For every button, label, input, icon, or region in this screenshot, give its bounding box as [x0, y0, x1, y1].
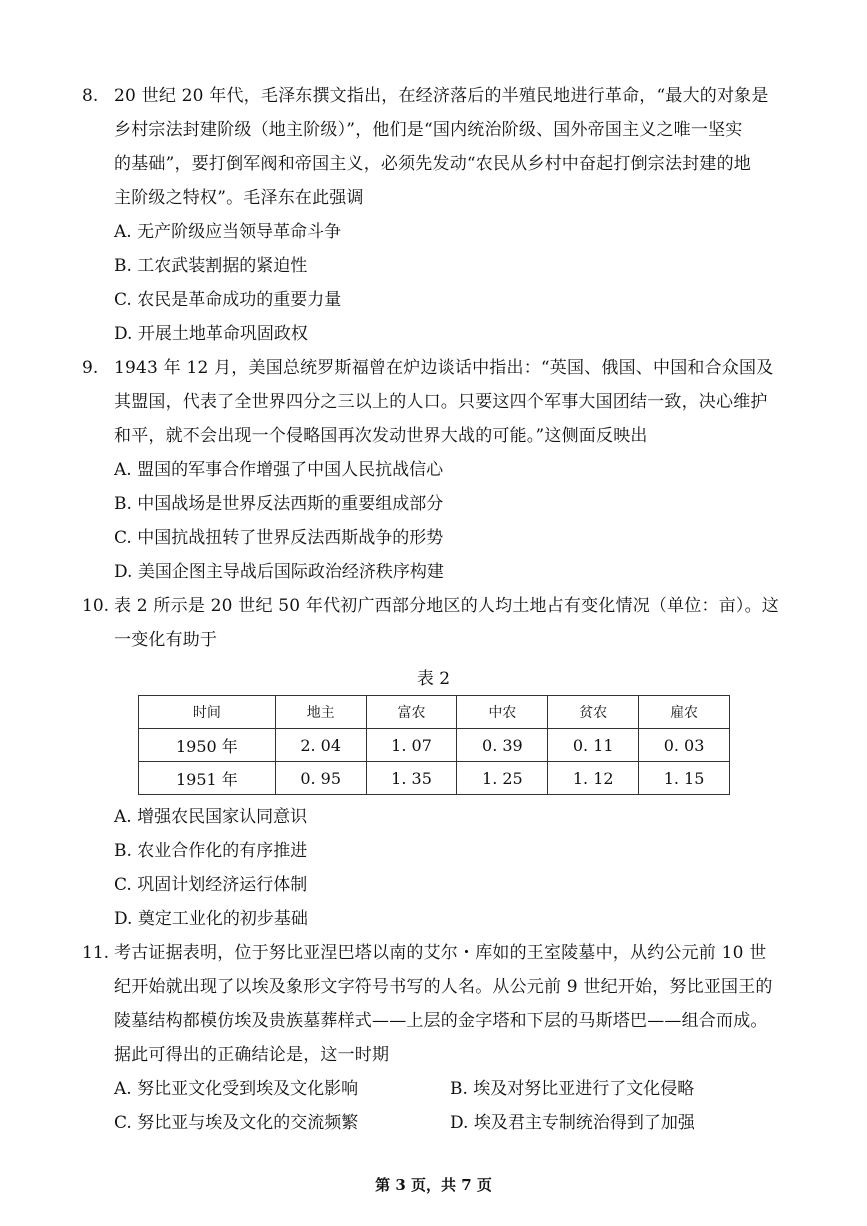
question-number: 8. [82, 86, 99, 106]
page-footer: 第 3 页，共 7 页 [375, 1176, 492, 1194]
table-cell: 2. 04 [275, 729, 366, 762]
table-row [139, 729, 730, 762]
option-b: B. 埃及对努比亚进行了文化侵略 [450, 1079, 695, 1099]
table-cell: 1. 25 [457, 762, 548, 795]
question-text-line: 陵墓结构都模仿埃及贵族墓葬样式——上层的金字塔和下层的马斯塔巴——组合而成。 [114, 1011, 768, 1031]
question-text-line: 的基础”，要打倒军阀和帝国主义，必须先发动“农民从乡村中奋起打倒宗法封建的地 [114, 154, 751, 174]
question-text-line: 一变化有助于 [114, 630, 218, 650]
option-a: A. 增强农民国家认同意识 [114, 807, 308, 827]
table-header-cell: 中农 [457, 696, 548, 729]
option-d: D. 埃及君主专制统治得到了加强 [450, 1113, 695, 1133]
question-text-line: 乡村宗法封建阶级（地主阶级）”，他们是“国内统治阶级、国外帝国主义之唯一坚实 [114, 120, 743, 140]
land-table [138, 695, 730, 795]
table-cell: 1. 35 [366, 762, 457, 795]
table-cell: 0. 95 [275, 762, 366, 795]
table-header-cell: 地主 [275, 696, 366, 729]
table-header-cell: 雇农 [639, 696, 730, 729]
table-cell: 1. 12 [548, 762, 639, 795]
table-cell: 1950 年 [139, 729, 276, 762]
table-cell: 0. 11 [548, 729, 639, 762]
option-b: B. 农业合作化的有序推进 [114, 841, 308, 861]
table-cell: 1. 07 [366, 729, 457, 762]
table-row [139, 762, 730, 795]
option-d: D. 开展土地革命巩固政权 [114, 324, 308, 344]
option-d: D. 美国企图主导战后国际政治经济秩序构建 [114, 562, 444, 582]
question-text-line: 20 世纪 20 年代，毛泽东撰文指出，在经济落后的半殖民地进行革命，“最大的对象是 [114, 86, 769, 106]
table-header-cell: 富农 [366, 696, 457, 729]
table-caption: 表 2 [416, 669, 451, 689]
option-a: A. 无产阶级应当领导革命斗争 [114, 222, 342, 242]
question-number: 10. [82, 596, 110, 616]
option-c: C. 巩固计划经济运行体制 [114, 875, 308, 895]
option-d: D. 奠定工业化的初步基础 [114, 909, 308, 929]
table-header-cell: 贫农 [548, 696, 639, 729]
question-text-line: 表 2 所示是 20 世纪 50 年代初广西部分地区的人均土地占有变化情况（单位：亩）。这 [114, 596, 780, 616]
question-text-line: 1943 年 12 月，美国总统罗斯福曾在炉边谈话中指出：“英国、俄国、中国和合众国及 [114, 358, 774, 378]
question-text-line: 和平，就不会出现一个侵略国再次发动世界大战的可能。”这侧面反映出 [114, 426, 648, 446]
option-c: C. 努比亚与埃及文化的交流频繁 [114, 1113, 359, 1133]
option-a: A. 努比亚文化受到埃及文化影响 [114, 1079, 359, 1099]
question-text-line: 考古证据表明，位于努比亚涅巴塔以南的艾尔・库如的王室陵墓中，从约公元前 10 世 [114, 943, 767, 963]
option-b: B. 中国战场是世界反法西斯的重要组成部分 [114, 494, 444, 514]
table-header-cell: 时间 [139, 696, 276, 729]
option-c: C. 农民是革命成功的重要力量 [114, 290, 342, 310]
question-number: 9. [82, 358, 99, 378]
question-text-line: 据此可得出的正确结论是，这一时期 [114, 1045, 390, 1065]
table-cell: 1. 15 [639, 762, 730, 795]
option-b: B. 工农武装割据的紧迫性 [114, 256, 308, 276]
question-text-line: 纪开始就出现了以埃及象形文字符号书写的人名。从公元前 9 世纪开始，努比亚国王的 [114, 977, 773, 997]
table-cell: 1951 年 [139, 762, 276, 795]
table-header-row [139, 696, 730, 729]
question-number: 11. [82, 943, 110, 963]
question-text-line: 其盟国，代表了全世界四分之三以上的人口。只要这四个军事大国团结一致，决心维护 [114, 392, 768, 412]
table-cell: 0. 39 [457, 729, 548, 762]
table-cell: 0. 03 [639, 729, 730, 762]
option-a: A. 盟国的军事合作增强了中国人民抗战信心 [114, 460, 444, 480]
option-c: C. 中国抗战扭转了世界反法西斯战争的形势 [114, 528, 444, 548]
question-text-line: 主阶级之特权”。毛泽东在此强调 [114, 188, 364, 208]
